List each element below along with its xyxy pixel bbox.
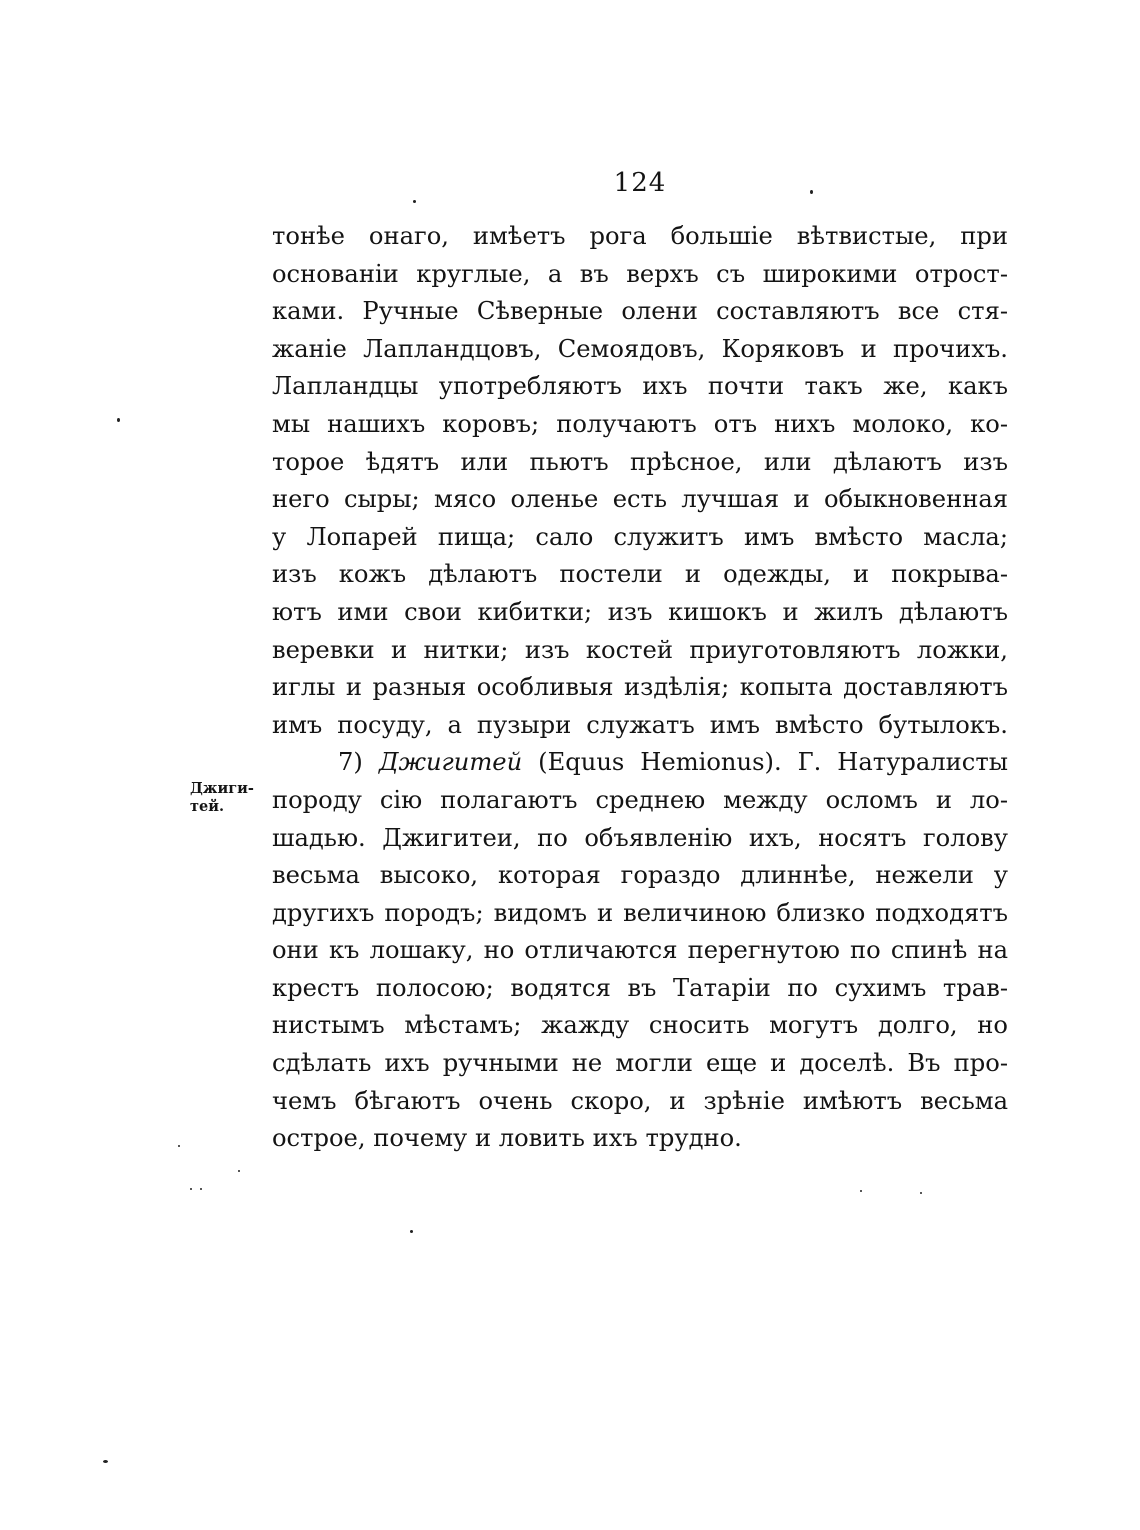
scan-speck bbox=[860, 1190, 862, 1192]
text-line: другихъ породъ; видомъ и величиною близко подходятъ bbox=[272, 898, 1008, 927]
text-line: ками. Ручные Сѣверные олени составляютъ все стя- bbox=[272, 297, 1008, 326]
scan-speck bbox=[238, 1170, 240, 1172]
paragraph-start-rest: (Equus Hemionus). Г. Натуралисты bbox=[538, 748, 1008, 777]
text-line: жаніе Лапландцовъ, Семоядовъ, Коряковъ и прочихъ. bbox=[272, 334, 1008, 363]
text-line: тонѣе онаго, имѣетъ рога большіе вѣтвистые, при bbox=[272, 222, 1008, 250]
margin-note bbox=[190, 780, 276, 816]
scan-speck bbox=[103, 1460, 108, 1463]
text-line: него сыры; мясо оленье есть лучшая и обыкновенная bbox=[272, 485, 1008, 514]
paragraph-start-line bbox=[272, 744, 1008, 782]
page-number: 124 bbox=[613, 168, 667, 198]
scan-speck bbox=[920, 1192, 922, 1194]
scan-speck bbox=[190, 1188, 192, 1190]
margin-note-line: Джиги- bbox=[190, 780, 254, 797]
text-line: они къ лошаку, но отличаются перегнутою по спинѣ на bbox=[272, 936, 1008, 965]
text-line-last: острое, почему и ловить ихъ трудно. bbox=[272, 1124, 742, 1153]
text-line: сдѣлать ихъ ручными не могли еще и доселѣ. Въ про- bbox=[272, 1049, 1008, 1078]
text-line: торое ѣдятъ или пьютъ прѣсное, или дѣлаютъ изъ bbox=[272, 447, 1008, 476]
scan-speck bbox=[178, 1145, 180, 1147]
species-term: Джигитей bbox=[378, 748, 523, 777]
scan-speck bbox=[810, 190, 813, 194]
text-line: шадью. Джигитеи, по объявленію ихъ, носятъ голову bbox=[272, 823, 1008, 852]
text-line: веревки и нитки; изъ костей приуготовляютъ ложки, bbox=[272, 635, 1008, 664]
scan-speck bbox=[413, 200, 416, 203]
scan-speck bbox=[410, 1230, 413, 1233]
text-line: крестъ полосою; водятся въ Татаріи по сухимъ трав- bbox=[272, 973, 1008, 1002]
text-line: у Лопарей пища; сало служитъ имъ вмѣсто масла; bbox=[272, 522, 1008, 551]
text-line: имъ посуду, а пузыри служатъ имъ вмѣсто бутылокъ. bbox=[272, 710, 1008, 739]
text-line: ютъ ими свои кибитки; изъ кишокъ и жилъ дѣлаютъ bbox=[272, 597, 1008, 626]
text-line: породу сію полагаютъ среднею между осломъ и ло- bbox=[272, 785, 1008, 814]
body-text bbox=[272, 218, 1008, 1158]
paragraph-number: 7) bbox=[338, 748, 363, 777]
text-line: весьма высоко, которая гораздо длиннѣе, нежели у bbox=[272, 861, 1008, 890]
text-line: чемъ бѣгаютъ очень скоро, и зрѣніе имѣютъ весьма bbox=[272, 1086, 1008, 1115]
scan-speck bbox=[200, 1188, 202, 1190]
text-line: мы нашихъ коровъ; получаютъ отъ нихъ молоко, ко- bbox=[272, 409, 1008, 438]
text-line: нистымъ мѣстамъ; жажду сносить могутъ долго, но bbox=[272, 1011, 1008, 1040]
text-line: Лапландцы употребляютъ ихъ почти такъ же, какъ bbox=[272, 372, 1008, 401]
text-line: иглы и разныя особливыя издѣлія; копыта доставляютъ bbox=[272, 673, 1008, 702]
text-line: изъ кожъ дѣлаютъ постели и одежды, и покрыва- bbox=[272, 560, 1008, 589]
margin-note-line: тей. bbox=[190, 798, 225, 815]
text-line: основаніи круглые, а въ верхъ съ широкими отрост- bbox=[272, 259, 1008, 288]
scan-speck bbox=[117, 418, 120, 422]
